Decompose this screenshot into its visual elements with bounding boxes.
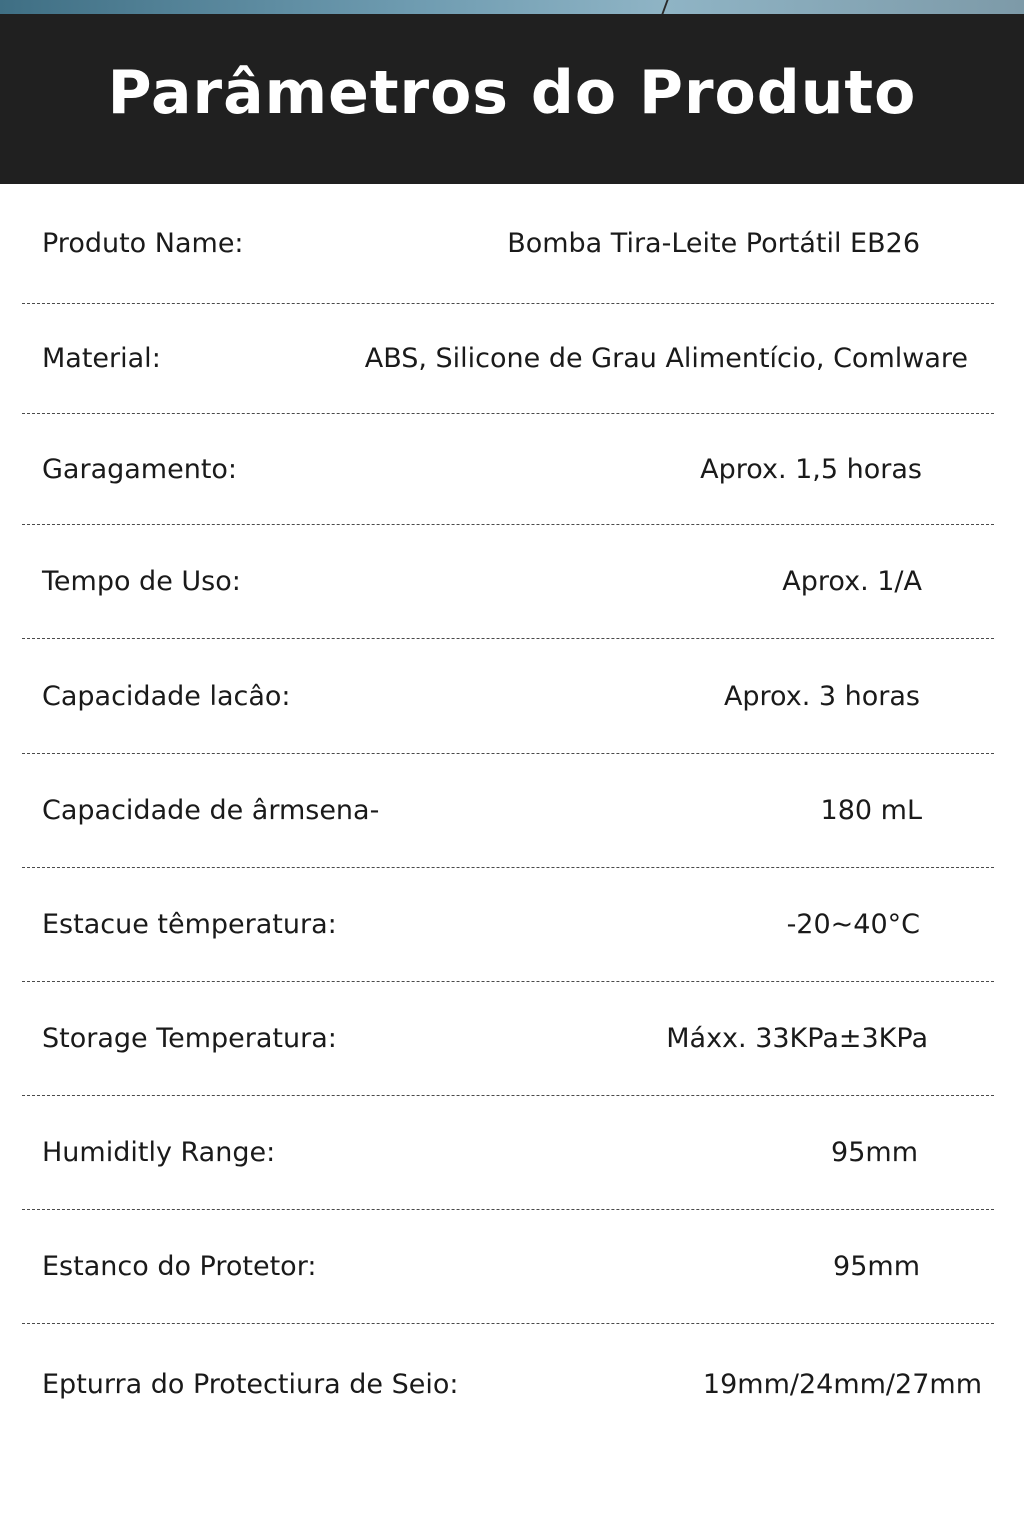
param-label: Material: [42,343,161,374]
top-image-strip [0,0,1024,14]
param-row-charging [22,414,994,525]
param-row-storage-temperature [22,982,994,1096]
param-label: Capacidade de ârmsena- [42,795,380,826]
param-label: Storage Temperatura: [42,1023,337,1054]
param-row-temperature [22,868,994,982]
param-label: Garagamento: [42,453,238,485]
param-value: 95mm [833,1251,920,1282]
param-value: ABS, Silicone de Grau Alimentício, Comlware [364,343,968,374]
param-value: 180 mL [820,795,922,826]
param-value: Aprox. 1/A [782,566,922,597]
header-banner [0,14,1024,184]
param-value: -20∼40°C [786,909,920,940]
param-label: Produto Name: [42,228,244,259]
param-label: Tempo de Uso: [42,566,241,597]
param-label: Epturra do Protectiura de Seio: [42,1368,459,1400]
param-row-protector [22,1210,994,1324]
strip-mark [661,0,668,14]
param-row-capacity [22,639,994,754]
param-label: Estanco do Protetor: [42,1251,317,1282]
param-row-humidity-range [22,1096,994,1210]
param-row-product-name [22,184,994,304]
param-value: 19mm/24mm/27mm [702,1368,982,1400]
param-value: 95mm [831,1137,918,1168]
param-value: Bomba Tira-Leite Portátil EB26 [507,228,920,259]
param-value: Máxx. 33KPa±3KPa [666,1023,928,1054]
param-row-usage-time [22,525,994,639]
page-title: Parâmetros do Produto [107,58,917,128]
param-label: Capacidade lacâo: [42,680,291,712]
param-value: Aprox. 3 horas [723,680,920,712]
param-label: Humiditly Range: [42,1137,276,1168]
param-label: Estacue têmperatura: [42,909,337,940]
param-row-flange-size [22,1324,994,1444]
param-row-storage-capacity [22,754,994,868]
param-value: Aprox. 1,5 horas [700,453,922,485]
param-row-material [22,304,994,414]
parameters-table [22,184,994,1444]
